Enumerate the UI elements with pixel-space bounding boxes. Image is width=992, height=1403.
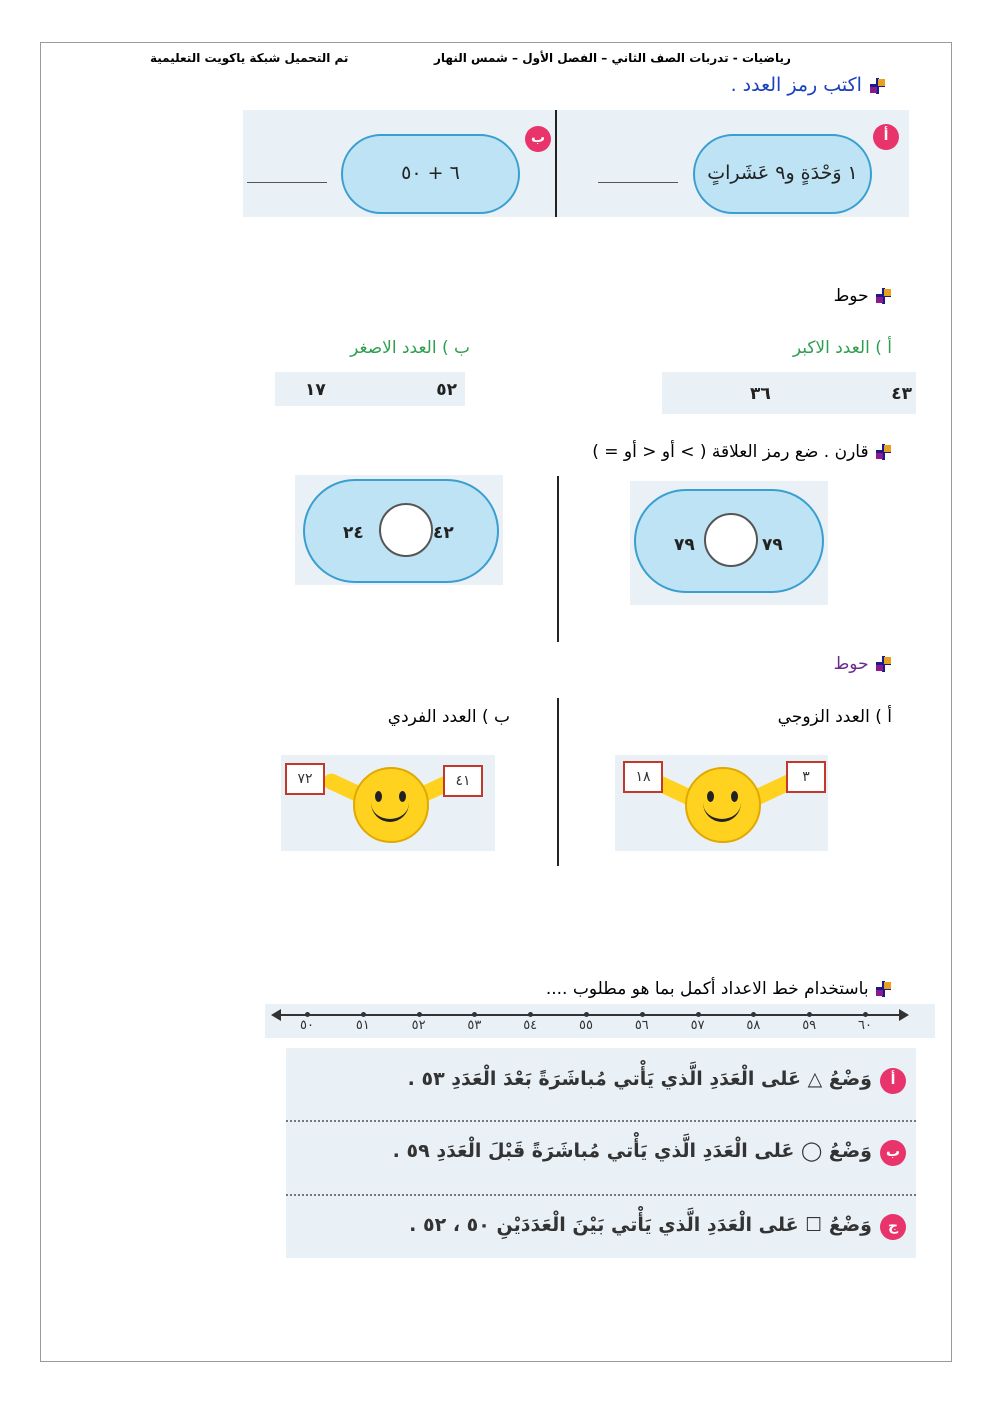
- bullet-icon: [874, 444, 892, 460]
- badge-a: أ: [880, 1068, 906, 1094]
- number-line-point[interactable]: [696, 1012, 701, 1017]
- instruction-text: وَضْعُ ☐ عَلى الْعَدَدِ الَّذي يَأْتي بَيْنَ الْعَدَدَيْنِ ٥٠ ، ٥٢ .: [409, 1214, 872, 1236]
- q4-title: حوط: [834, 654, 892, 674]
- cloud: [693, 134, 872, 214]
- arrow-right-icon: [899, 1009, 909, 1021]
- badge-b: ب: [880, 1140, 906, 1166]
- divider: [557, 476, 559, 642]
- bullet-icon: [868, 78, 886, 94]
- q4-a-label: أ ) العدد الزوجي: [777, 707, 892, 727]
- number[interactable]: ٣٦: [750, 384, 771, 404]
- q2-a-panel: [662, 372, 916, 414]
- q4-a-panel: [615, 755, 828, 851]
- q2-a-label: أ ) العدد الاكبر: [792, 338, 892, 358]
- number: ٧٩: [762, 535, 783, 555]
- number-line-label: ٦٠: [858, 1018, 872, 1033]
- answer-blank-a[interactable]: [598, 182, 678, 183]
- number-line-label: ٥٤: [523, 1018, 538, 1033]
- number[interactable]: ٤٣: [891, 384, 912, 404]
- q3-title: قارن . ضع رمز العلاقة ( > أو < أو = ): [592, 442, 892, 462]
- smiley-icon: [685, 767, 761, 843]
- number-line-label: ٥٢: [411, 1018, 426, 1033]
- instruction-text: وَضْعُ △ عَلى الْعَدَدِ الَّذي يَأْتي مُباشَرَةً بَعْدَ الْعَدَدِ ٥٣ .: [407, 1068, 872, 1090]
- q3-right-panel: [630, 481, 828, 605]
- number-line-label: ٥٣: [467, 1018, 482, 1033]
- badge-a: أ: [873, 124, 899, 150]
- number: ٧٩: [674, 535, 695, 555]
- number-line-point[interactable]: [640, 1012, 645, 1017]
- bullet-icon: [874, 981, 892, 997]
- number-line-label: ٥٥: [579, 1018, 593, 1033]
- compare-circle[interactable]: [704, 513, 758, 567]
- bullet-icon: [874, 288, 892, 304]
- q4-b-label: ب ) العدد الفردي: [387, 707, 510, 727]
- bullet-icon: [874, 656, 892, 672]
- number-line-point[interactable]: [528, 1012, 533, 1017]
- instruction-text: وَضْعُ ◯ عَلى الْعَدَدِ الَّذي يَأْتي مُباشَرَةً قَبْلَ الْعَدَدِ ٥٩ .: [392, 1140, 872, 1162]
- badge-c: ج: [880, 1214, 906, 1240]
- q2-title: حوط: [834, 286, 892, 306]
- number-line-point[interactable]: [417, 1012, 422, 1017]
- number-line-label: ٥٧: [690, 1018, 705, 1033]
- header-source: تم التحميل شبكة ياكويت التعليمية: [150, 51, 349, 65]
- number-line-label: ٥٩: [802, 1018, 817, 1033]
- q1-b-text: ٦ + ٥٠: [401, 162, 460, 184]
- cloud: [341, 134, 520, 214]
- header-title: رياضيات - تدربات الصف الثاني – الفصل الأول – شمس النهار: [434, 51, 791, 65]
- number: ٢٤: [343, 523, 364, 543]
- number-line-point[interactable]: [584, 1012, 589, 1017]
- number[interactable]: ٥٢: [436, 380, 457, 400]
- number-line-label: ٥٨: [746, 1018, 761, 1033]
- number-box[interactable]: ٤١: [443, 765, 483, 797]
- answer-blank-b[interactable]: [247, 182, 327, 183]
- number-line-point[interactable]: [472, 1012, 477, 1017]
- instruction-row: [286, 1196, 916, 1268]
- divider: [555, 110, 557, 217]
- q1-panel: [243, 110, 909, 217]
- number-line-label: ٥١: [355, 1018, 370, 1033]
- number-line-point[interactable]: [751, 1012, 756, 1017]
- q2-b-label: ب ) العدد الاصغر: [350, 338, 470, 358]
- number-line-point[interactable]: [361, 1012, 366, 1017]
- smiley-icon: [353, 767, 429, 843]
- number-box[interactable]: ٧٢: [285, 763, 325, 795]
- number-line-point[interactable]: [807, 1012, 812, 1017]
- number[interactable]: ١٧: [305, 380, 326, 400]
- instruction-row: [286, 1048, 916, 1120]
- q5-instructions: [286, 1048, 916, 1258]
- number-line-label: ٥٠: [300, 1018, 314, 1033]
- q1-a-text: ١ وَحْدَةٍ و٩ عَشَراتٍ: [707, 162, 858, 184]
- q1-title: اكتب رمز العدد .: [731, 74, 886, 96]
- number-line-point[interactable]: [305, 1012, 310, 1017]
- q2-b-panel: [275, 372, 465, 406]
- divider: [557, 698, 559, 866]
- instruction-row: [286, 1122, 916, 1194]
- badge-b: ب: [525, 126, 551, 152]
- number-line-point[interactable]: [863, 1012, 868, 1017]
- number-line: [265, 1004, 935, 1038]
- q5-title: باستخدام خط الاعداد أكمل بما هو مطلوب ....: [546, 979, 892, 999]
- number-box[interactable]: ١٨: [623, 761, 663, 793]
- number: ٤٢: [433, 523, 454, 543]
- arrow-left-icon: [271, 1009, 281, 1021]
- q4-b-panel: [281, 755, 495, 851]
- number-box[interactable]: ٣: [786, 761, 826, 793]
- q3-left-panel: [295, 475, 503, 585]
- number-line-label: ٥٦: [634, 1018, 649, 1033]
- compare-circle[interactable]: [379, 503, 433, 557]
